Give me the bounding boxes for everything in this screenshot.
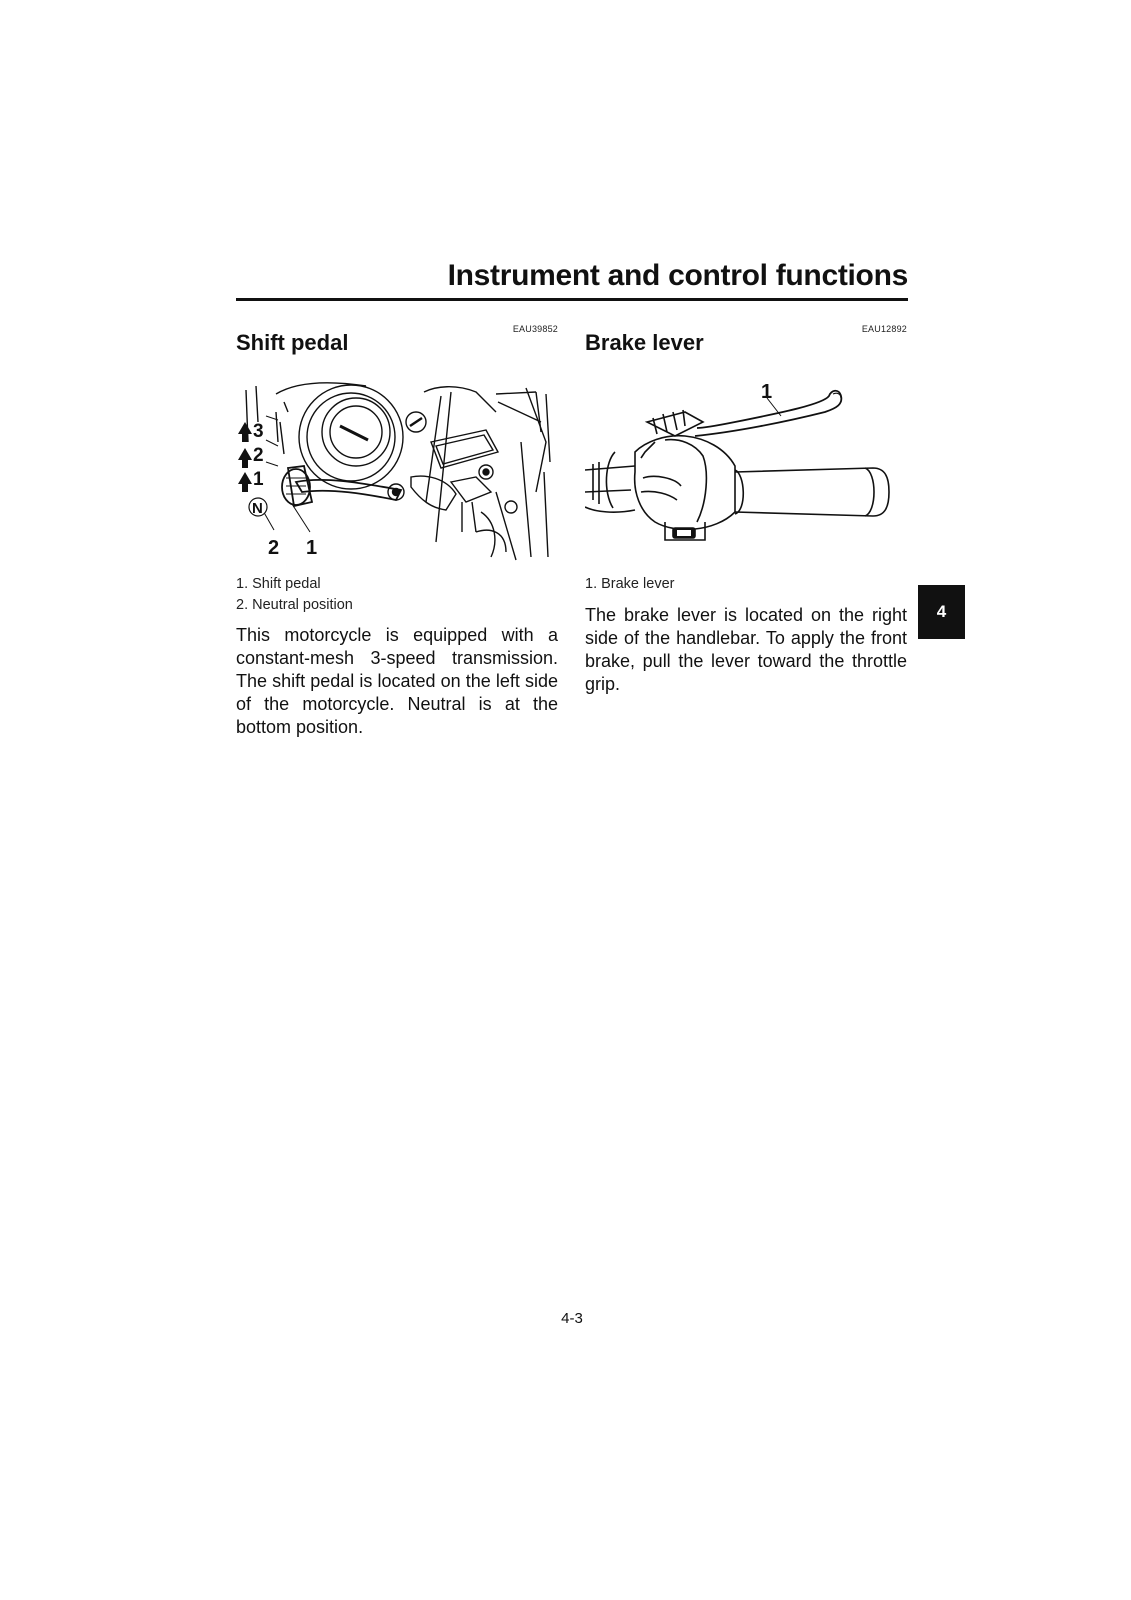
figure-captions <box>585 574 674 595</box>
gear-label-2: 2 <box>253 445 264 466</box>
caption-item: 1. Brake lever <box>585 576 675 592</box>
body-paragraph: This motorcycle is equipped with a constant-mesh 3-speed transmission. The shift pedal is located on the left side of the motorcycle. Neutral is at the bottom position. <box>236 625 558 737</box>
brake-lever-illustration <box>585 382 907 567</box>
neutral-label: N <box>252 500 263 517</box>
header-rule <box>236 298 908 301</box>
figure-captions <box>236 574 353 616</box>
section-ref-code: EAU12892 <box>861 324 907 334</box>
callout-1: 1 <box>306 537 318 559</box>
callout-2: 2 <box>268 537 280 559</box>
page-title: Instrument and control functions <box>447 259 908 292</box>
shift-pedal-illustration <box>236 382 558 567</box>
gear-label-3: 3 <box>253 421 264 442</box>
caption-item: 2. Neutral position <box>236 597 353 613</box>
callout-1: 1 <box>761 382 773 403</box>
caption-item: 1. Shift pedal <box>236 576 321 592</box>
section-ref-code: EAU39852 <box>512 324 558 334</box>
section-title: Brake lever <box>585 330 704 355</box>
section-title: Shift pedal <box>236 330 349 355</box>
page-number: 4-3 <box>561 1310 583 1327</box>
shift-pedal-drawing <box>236 382 558 562</box>
body-paragraph: The brake lever is located on the right side of the handlebar. To apply the front brake, pull the lever toward the throttle grip. <box>585 605 907 694</box>
chapter-tab: 4 <box>918 585 965 639</box>
brake-lever-drawing <box>585 382 907 562</box>
gear-label-1: 1 <box>253 469 264 490</box>
